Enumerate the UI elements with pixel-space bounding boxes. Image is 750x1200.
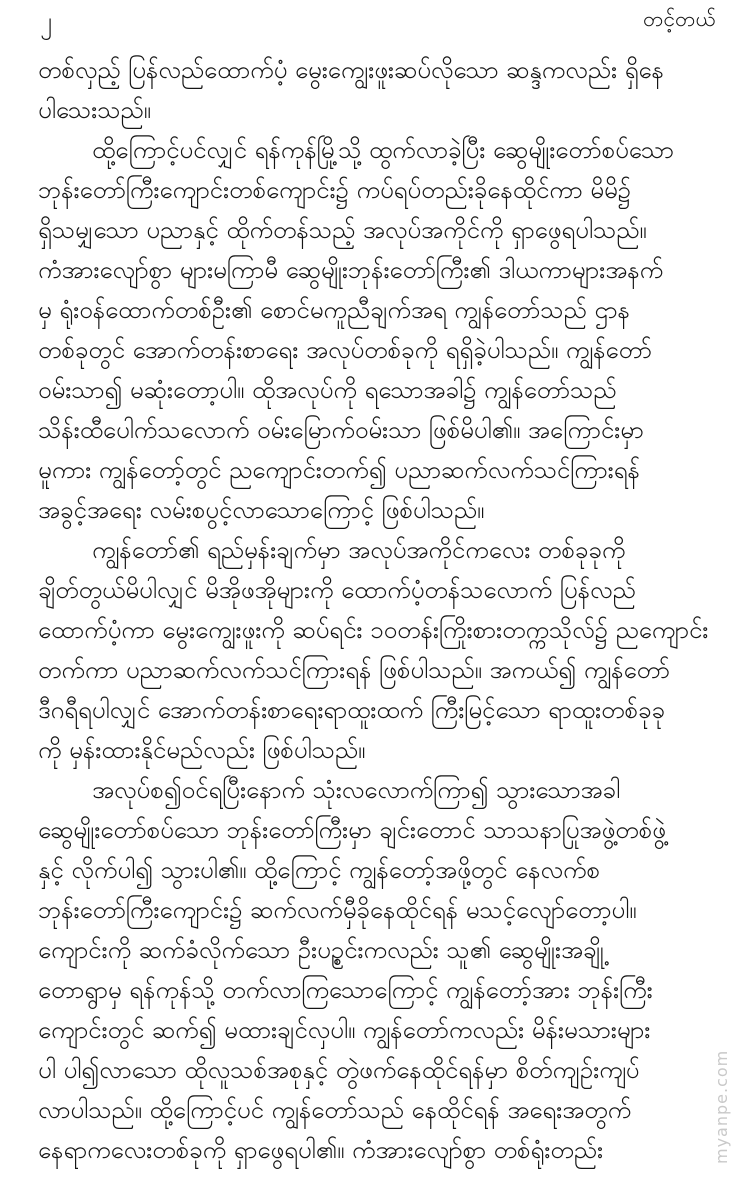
text-line: ကျောင်းကို ဆက်ခံလိုက်သော ဦးပဥ္စင်းကလည်း သူ၏ ဆွေမျိုးအချို့ xyxy=(38,936,604,964)
paragraph xyxy=(38,530,720,770)
text-line: တက်ကာ ပညာဆက်လက်သင်ကြားရန် ဖြစ်ပါသည်။ အကယ်၍ ကျွန်တော် xyxy=(38,656,670,684)
paragraph xyxy=(38,50,720,130)
page-body xyxy=(38,50,720,1170)
text-line: တစ်ခုတွင် အောက်တန်းစာရေး အလုပ်တစ်ခုကို ရရှိခဲ့ပါသည်။ ကျွန်တော် xyxy=(38,336,652,364)
paragraph xyxy=(38,130,720,530)
text-line: နေရာကလေးတစ်ခုကို ရှာဖွေရပါ၏။ ကံအားလျော်စွာ တစ်ရုံးတည်း xyxy=(38,1136,604,1164)
text-line: အလုပ်စ၍ဝင်ရပြီးနောက် သုံးလလောက်ကြာ၍ သွားသောအခါ xyxy=(92,776,621,804)
text-line: ပါသေးသည်။ xyxy=(38,96,151,124)
text-line: မှ ရုံးဝန်ထောက်တစ်ဦး၏ စောင်မကူညီချက်အရ ကျွန်တော်သည် ဌာန xyxy=(38,296,630,324)
text-line: ဘုန်းတော်ကြီးကျောင်း၌ ဆက်လက်မှီခိုနေထိုင်ရန် မသင့်လျော်တော့ပါ။ xyxy=(38,896,637,924)
text-line: ဒီဂရီရပါလျှင် အောက်တန်းစာရေးရာထူးထက် ကြီးမြင့်သော ရာထူးတစ်ခုခု xyxy=(38,696,665,724)
text-line: ကို မှန်းထားနိုင်မည်လည်း ဖြစ်ပါသည်။ xyxy=(38,736,366,764)
running-title: တင့်တယ် xyxy=(643,7,716,31)
text-line: ကံအားလျော်စွာ များမကြာမီ ဆွေမျိုးဘုန်းတော်ကြီး၏ ဒါယကာများအနက် xyxy=(38,256,664,284)
text-line: ဘုန်းတော်ကြီးကျောင်းတစ်ကျောင်း၌ ကပ်ရပ်တည်းခိုနေထိုင်ကာ မိမိ၌ xyxy=(38,176,631,204)
text-line: သိန်းထီပေါက်သလောက် ဝမ်းမြောက်ဝမ်းသာ ဖြစ်မိပါ၏။ အကြောင်းမှာ xyxy=(38,416,644,444)
text-line: ပါ ပါ၍လာသော ထိုလူသစ်အစုနှင့် တွဲဖက်နေထိုင်ရန်မှာ စိတ်ကျဉ်းကျပ် xyxy=(38,1056,640,1084)
text-line: ထို့ကြောင့်ပင်လျှင် ရန်ကုန်မြို့သို့ ထွက်လာခဲ့ပြီး ဆွေမျိုးတော်စပ်သော xyxy=(92,136,674,164)
text-line: တောရွာမှ ရန်ကုန်သို့ တက်လာကြသောကြောင့် ကျွန်တော့်အား ဘုန်းကြီး xyxy=(38,976,653,1004)
page-header xyxy=(38,0,720,40)
text-line: နှင့် လိုက်ပါ၍ သွားပါ၏။ ထို့ကြောင့် ကျွန်တော့်အဖို့တွင် နေလက်စ xyxy=(38,856,600,884)
text-line: တစ်လှည့် ပြန်လည်ထောက်ပံ့ မွေးကျွေးဖူးဆပ်လိုသော ဆန္ဒကလည်း ရှိနေ xyxy=(38,56,664,84)
watermark-text: myanpe.com xyxy=(712,1049,731,1164)
page-number: ၂ xyxy=(40,7,52,35)
text-line: ရှိသမျှသော ပညာနှင့် ထိုက်တန်သည့် အလုပ်အကိုင်ကို ရှာဖွေရပါသည်။ xyxy=(38,216,647,244)
text-line: အခွင့်အရေး လမ်းစပွင့်လာသောကြောင့် ဖြစ်ပါသည်။ xyxy=(38,496,485,524)
text-line: ဝမ်းသာ၍ မဆုံးတော့ပါ။ ထိုအလုပ်ကို ရသောအခါ၌ ကျွန်တော်သည် xyxy=(38,376,617,404)
text-line: ချိတ်တွယ်မိပါလျှင် မိအိုဖအိုများကို ထောက်ပံ့တန်သလောက် ပြန်လည် xyxy=(38,576,636,604)
text-line: ကျောင်းတွင် ဆက်၍ မထားချင်လှပါ။ ကျွန်တော်ကလည်း မိန်းမသားများ xyxy=(38,1016,651,1044)
text-line: ဆွေမျိုးတော်စပ်သော ဘုန်းတော်ကြီးမှာ ချင်းတောင် သာသနာပြုအဖွဲ့တစ်ဖွဲ့ xyxy=(38,816,666,844)
paragraph xyxy=(38,770,720,1170)
text-line: ထောက်ပံ့ကာ မွေးကျွေးဖူးကို ဆပ်ရင်း ၁၀တန်းကြိုးစားတက္ကသိုလ်၌ ညကျောင်း xyxy=(38,616,709,644)
text-line: လာပါသည်။ ထို့ကြောင့်ပင် ကျွန်တော်သည် နေထိုင်ရန် အရေးအတွက် xyxy=(38,1096,632,1124)
text-line: ကျွန်တော်၏ ရည်မှန်းချက်မှာ အလုပ်အကိုင်ကလေး တစ်ခုခုကို xyxy=(92,536,626,564)
text-line: မူကား ကျွန်တော့်တွင် ညကျောင်းတက်၍ ပညာဆက်လက်သင်ကြားရန် xyxy=(38,456,640,484)
